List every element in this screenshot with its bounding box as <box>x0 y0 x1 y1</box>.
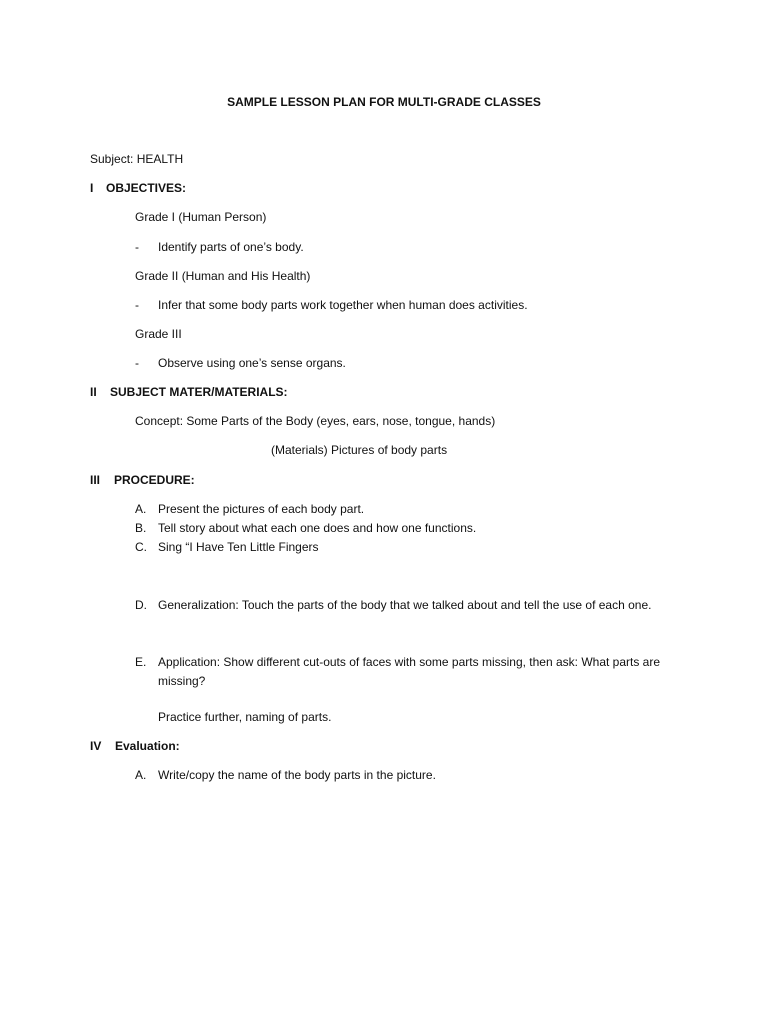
section-number: IV <box>90 739 102 753</box>
grade-1-label: Grade I (Human Person) <box>135 210 267 224</box>
list-item-text: Write/copy the name of the body parts in the picture. <box>158 768 436 782</box>
materials-line: (Materials) Pictures of body parts <box>271 443 448 457</box>
list-item-text: Tell story about what each one does and how one functions. <box>158 521 477 535</box>
practice-line: Practice further, naming of parts. <box>158 710 332 724</box>
section-title: OBJECTIVES: <box>106 181 187 195</box>
grade-1-objective: Identify parts of one’s body. <box>158 240 304 254</box>
list-item-marker: E. <box>135 655 147 669</box>
section-number: III <box>90 473 101 487</box>
grade-2-label: Grade II (Human and His Health) <box>135 269 311 283</box>
concept-line: Concept: Some Parts of the Body (eyes, ears, nose, tongue, hands) <box>135 414 496 428</box>
list-item-text: Application: Show different cut-outs of faces with some parts missing, then ask: What parts are missing? <box>158 655 661 688</box>
section-number: I <box>90 181 94 195</box>
document-title: SAMPLE LESSON PLAN FOR MULTI-GRADE CLASSES <box>227 95 541 109</box>
section-number: II <box>90 385 97 399</box>
section-title: SUBJECT MATER/MATERIALS: <box>110 385 288 399</box>
list-item-text: Generalization: Touch the parts of the body that we talked about and tell the use of each one. <box>158 598 652 612</box>
dash-marker: - <box>135 240 139 254</box>
list-item-marker: B. <box>135 521 147 535</box>
list-item-text: Present the pictures of each body part. <box>158 502 365 516</box>
dash-marker: - <box>135 298 139 312</box>
grade-2-objective: Infer that some body parts work together when human does activities. <box>158 298 528 312</box>
section-objectives-heading <box>90 181 186 196</box>
grade-3-objective: Observe using one’s sense organs. <box>158 356 346 370</box>
section-subject-matter-heading <box>90 385 288 400</box>
list-item-marker: C. <box>135 540 147 554</box>
section-evaluation-heading <box>90 739 180 754</box>
grade-3-label: Grade III <box>135 327 182 341</box>
section-procedure-heading <box>90 473 195 488</box>
dash-marker: - <box>135 356 139 370</box>
subject-line: Subject: HEALTH <box>90 152 184 166</box>
list-item-text: Sing “I Have Ten Little Fingers <box>158 540 319 554</box>
list-item-marker: A. <box>135 502 147 516</box>
section-title: PROCEDURE: <box>114 473 195 487</box>
list-item-marker: D. <box>135 598 147 612</box>
section-title: Evaluation: <box>115 739 180 753</box>
list-item-marker: A. <box>135 768 147 782</box>
